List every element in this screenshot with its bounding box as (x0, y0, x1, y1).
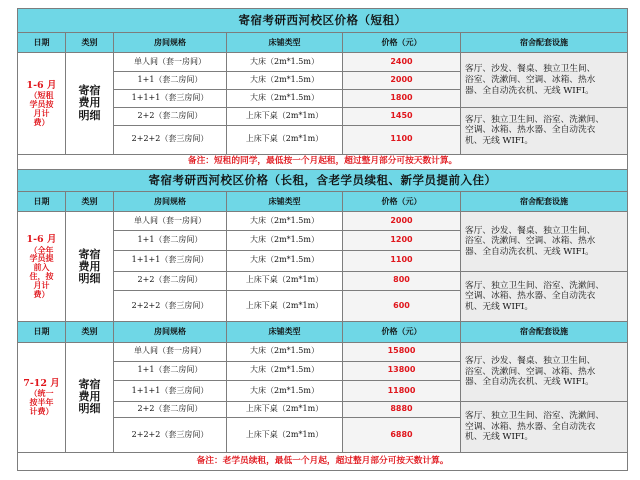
facility-line: 器、全自动洗衣机、无线 WIFI。 (465, 246, 594, 257)
price-value: 1100 (343, 126, 461, 154)
facilities-cell (461, 53, 628, 108)
room-type: 2+2+2（套三房间） (114, 418, 227, 452)
price-value: 800 (343, 271, 461, 290)
period-line: 计费） (29, 405, 54, 416)
category-line: 寄宿 (78, 84, 101, 98)
facilities-cell (461, 108, 628, 154)
period-line: 按半年 (29, 396, 54, 407)
bed-type: 上床下桌（2m*1m） (227, 402, 343, 418)
category-line: 明细 (78, 271, 101, 285)
section2-header-row (18, 191, 628, 211)
category-line: 明细 (78, 108, 101, 122)
period-line: 1-6 月 (26, 79, 57, 91)
facility-line: 客厅、沙发、餐桌、独立卫生间、 (465, 225, 596, 236)
period-line: 学员提 (29, 253, 54, 264)
price-value: 2000 (343, 71, 461, 89)
table-row (18, 212, 628, 231)
table-row (18, 342, 628, 361)
period-line: 月计 (33, 107, 50, 118)
period-line: 7-12 月 (23, 377, 60, 389)
period-cell (18, 342, 66, 452)
price-sheet (17, 8, 628, 471)
header-category: 类别 (66, 191, 114, 211)
facility-line: 客厅、独立卫生间、浴室、洗漱间、 (465, 280, 604, 291)
category-line: 费用 (78, 259, 101, 273)
header-facilities: 宿舍配套设施 (461, 33, 628, 53)
period-line: 学员按 (29, 98, 54, 109)
room-type: 2+2+2（套三房间） (114, 126, 227, 154)
bed-type: 上床下桌（2m*1m） (227, 418, 343, 452)
facility-line: 机、无线 WIFI。 (465, 432, 534, 443)
header-facilities: 宿舍配套设施 (461, 191, 628, 211)
room-type: 2+2（套二房间） (114, 108, 227, 126)
room-type: 单人间（套一房间） (114, 212, 227, 231)
facility-line: 空调、冰箱、热水器、全自动洗衣 (465, 125, 596, 136)
room-type: 1+1（套二房间） (114, 231, 227, 250)
period-line: 1-6 月 (26, 234, 57, 246)
header-bed: 床铺类型 (227, 322, 343, 342)
category-line: 明细 (78, 402, 101, 416)
section3-header-row (18, 322, 628, 342)
price-value: 6880 (343, 418, 461, 452)
bed-type: 上床下桌（2m*1m） (227, 126, 343, 154)
period-cell (18, 212, 66, 322)
section1-header-row (18, 33, 628, 53)
room-type: 1+1+1（套三房间） (114, 380, 227, 401)
section2-title: 寄宿考研西河校区价格（长租，含老学员续租、新学员提前入住） (18, 169, 628, 191)
room-type: 1+1+1（套三房间） (114, 89, 227, 107)
facility-line: 客厅、独立卫生间、浴室、洗漱间、 (465, 114, 604, 125)
facility-line: 浴室、洗漱间、空调、冰箱、热水 (465, 236, 596, 247)
period-line: （全年 (29, 244, 54, 255)
room-type: 2+2（套二房间） (114, 402, 227, 418)
header-price: 价格（元） (343, 191, 461, 211)
header-bed: 床铺类型 (227, 33, 343, 53)
category-line: 费用 (78, 390, 101, 404)
bed-type: 大床（2m*1.5m） (227, 89, 343, 107)
bed-type: 上床下桌（2m*1m） (227, 108, 343, 126)
price-value: 600 (343, 290, 461, 321)
facility-line: 客厅、沙发、餐桌、独立卫生间、 (465, 355, 596, 366)
period-line: （短租 (29, 90, 54, 101)
bed-type: 大床（2m*1.5m） (227, 53, 343, 71)
price-value: 1800 (343, 89, 461, 107)
facilities-cell (461, 402, 628, 453)
facility-line: 浴室、洗漱间、空调、冰箱、热水 (465, 74, 596, 85)
price-value: 13800 (343, 361, 461, 380)
table-row (18, 53, 628, 71)
price-value: 1450 (343, 108, 461, 126)
category-cell (66, 212, 114, 322)
room-type: 2+2+2（套三房间） (114, 290, 227, 321)
period-line: 费） (33, 116, 50, 127)
header-category: 类别 (66, 33, 114, 53)
category-cell (66, 53, 114, 154)
room-type: 单人间（套一房间） (114, 342, 227, 361)
room-type: 2+2（套二房间） (114, 271, 227, 290)
room-type: 1+1（套二房间） (114, 71, 227, 89)
header-price: 价格（元） (343, 33, 461, 53)
bed-type: 大床（2m*1.5m） (227, 361, 343, 380)
header-facilities: 宿舍配套设施 (461, 322, 628, 342)
facilities-cell (461, 212, 628, 272)
price-value: 2400 (343, 53, 461, 71)
header-price: 价格（元） (343, 322, 461, 342)
header-bed: 床铺类型 (227, 191, 343, 211)
price-value: 15800 (343, 342, 461, 361)
category-line: 寄宿 (78, 247, 101, 261)
header-room: 房间规格 (114, 322, 227, 342)
price-value: 8880 (343, 402, 461, 418)
facility-line: 客厅、独立卫生间、浴室、洗漱间、 (465, 410, 604, 421)
price-value: 11800 (343, 380, 461, 401)
facility-line: 器、全自动洗衣机、无线 WIFI。 (465, 377, 594, 388)
header-room: 房间规格 (114, 33, 227, 53)
bed-type: 大床（2m*1.5m） (227, 231, 343, 250)
section3-note: 备注：老学员续租，最低一个月起，超过整月部分可按天数计算。 (18, 452, 628, 470)
bed-type: 上床下桌（2m*1m） (227, 290, 343, 321)
bed-type: 大床（2m*1.5m） (227, 380, 343, 401)
header-room: 房间规格 (114, 191, 227, 211)
facility-line: 机、无线 WIFI。 (465, 136, 534, 147)
room-type: 1+1+1（套三房间） (114, 250, 227, 271)
category-line: 寄宿 (78, 377, 101, 391)
section1-note: 备注：短租的同学，最低按一个月起租，超过整月部分可按天数计算。 (18, 154, 628, 169)
bed-type: 大床（2m*1.5m） (227, 250, 343, 271)
header-category: 类别 (66, 322, 114, 342)
price-value: 1100 (343, 250, 461, 271)
facilities-cell (461, 271, 628, 322)
period-line: 前入 (33, 262, 50, 273)
period-line: 月计 (33, 279, 50, 290)
section1-title: 寄宿考研西河校区价格（短租） (18, 9, 628, 33)
facilities-cell (461, 342, 628, 402)
facility-line: 机、无线 WIFI。 (465, 301, 534, 312)
period-cell (18, 53, 66, 154)
header-date: 日期 (18, 191, 66, 211)
room-type: 1+1（套二房间） (114, 361, 227, 380)
header-date: 日期 (18, 322, 66, 342)
facility-line: 器、全自动洗衣机、无线 WIFI。 (465, 85, 594, 96)
period-line: 费） (33, 288, 50, 299)
facility-line: 客厅、沙发、餐桌、独立卫生间、 (465, 64, 596, 75)
category-line: 费用 (78, 96, 101, 110)
category-cell (66, 342, 114, 452)
facility-line: 浴室、洗漱间、空调、冰箱、热水 (465, 366, 596, 377)
period-line: （统一 (29, 388, 54, 399)
period-line: 住，按 (29, 270, 54, 281)
header-date: 日期 (18, 33, 66, 53)
price-value: 1200 (343, 231, 461, 250)
bed-type: 上床下桌（2m*1m） (227, 271, 343, 290)
bed-type: 大床（2m*1.5m） (227, 212, 343, 231)
facility-line: 空调、冰箱、热水器、全自动洗衣 (465, 291, 596, 302)
bed-type: 大床（2m*1.5m） (227, 342, 343, 361)
facility-line: 空调、冰箱、热水器、全自动洗衣 (465, 421, 596, 432)
room-type: 单人间（套一房间） (114, 53, 227, 71)
price-value: 2000 (343, 212, 461, 231)
bed-type: 大床（2m*1.5m） (227, 71, 343, 89)
